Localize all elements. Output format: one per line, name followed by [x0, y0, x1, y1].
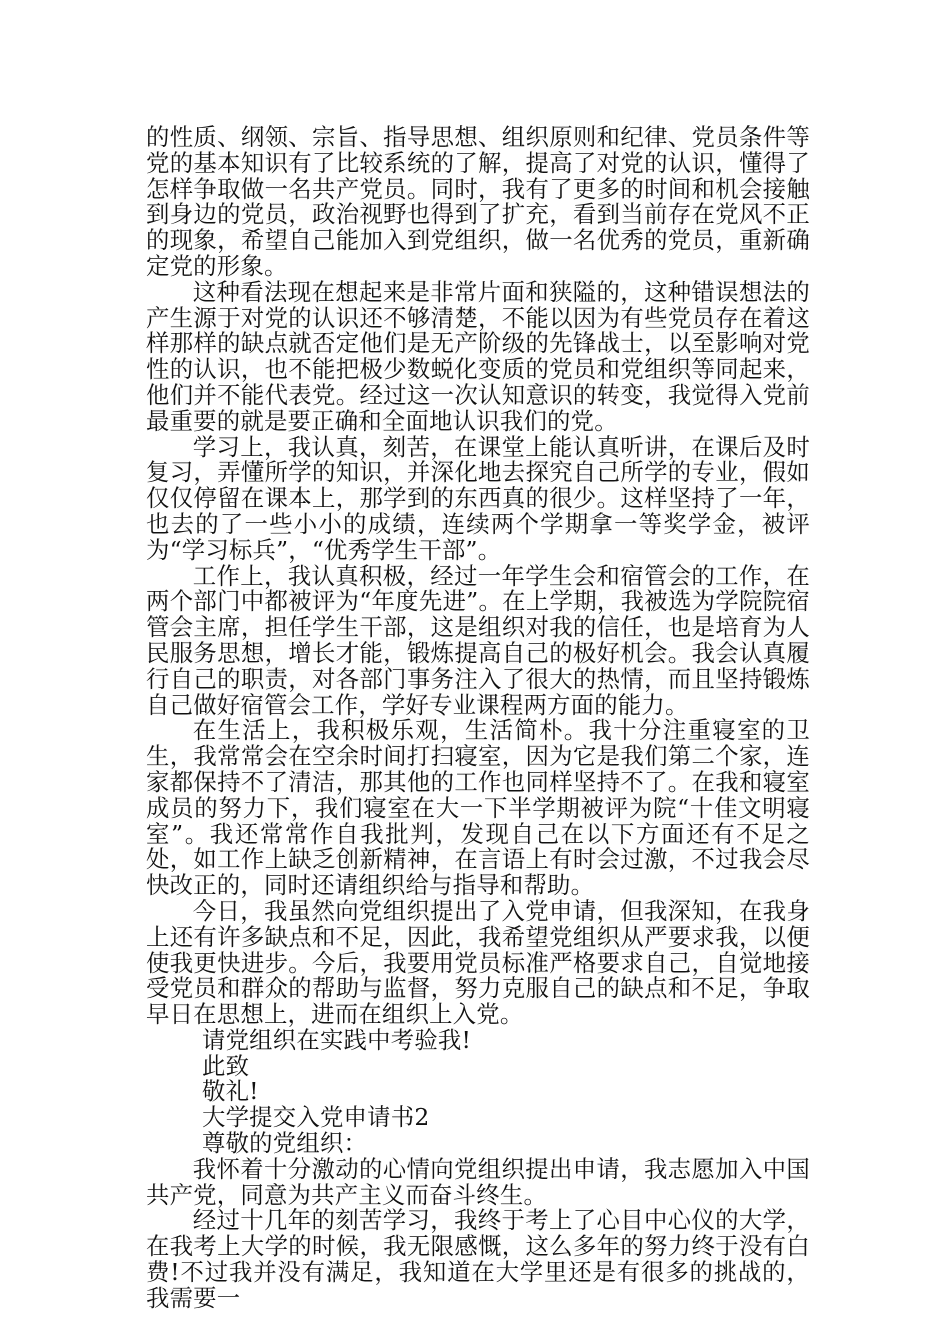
paragraph-work: 工作上，我认真积极，经过一年学生会和宿管会的工作，在两个部门中都被评为“年度先进”。在上学期，我被选为学院院宿管会主席，担任学生干部，这是组织对我的信任，也是培育为人民服务思想，增长才能，锻炼提高自己的极好机会。我会认真履行自己的职责，对各部门事务注入了很大的热情，而且坚持锻炼自己做好宿管会工作，学好专业课程两方面的能力。: [146, 561, 810, 719]
paragraph-university: 经过十几年的刻苦学习，我终于考上了心目中心仪的大学，在我考上大学的时候，我无限感慨，这么多年的努力终于没有白费!不过我并没有满足，我知道在大学里还是有很多的挑战的，我需要一: [146, 1206, 810, 1312]
paragraph-application: 我怀着十分激动的心情向党组织提出申请，我志愿加入中国共产党，同意为共产主义而奋斗终生。: [146, 1154, 810, 1209]
paragraph-view-reflection: 这种看法现在想起来是非常片面和狭隘的，这种错误想法的产生源于对党的认识还不够清楚，不能以因为有些党员存在着这样那样的缺点就否定他们是无产阶级的先锋战士，以至影响对党性的认识，也不能把极少数蜕化变质的党员和党组织等同起来，他们并不能代表党。经过这一次认知意识的转变，我觉得入党前最重要的就是要正确和全面地认识我们的党。: [146, 277, 810, 435]
paragraph-party-knowledge: 的性质、纲领、宗旨、指导思想、组织原则和纪律、党员条件等党的基本知识有了比较系统的了解，提高了对党的认识，懂得了怎样争取做一名共产党员。同时，我有了更多的时间和机会接触到身边的党员，政治视野也得到了扩充，看到当前存在党风不正的现象，希望自己能加入到党组织，做一名优秀的党员，重新确定党的形象。: [146, 123, 810, 280]
salutation: 尊敬的党组织：: [202, 1129, 368, 1158]
line-jingli: 敬礼!: [202, 1077, 259, 1106]
paragraph-life: 在生活上，我积极乐观，生活简朴。我十分注重寝室的卫生，我常常会在空余时间打扫寝室，因为它是我们第二个家，连家都保持不了清洁，那其他的工作也同样坚持不了。在我和寝室成员的努力下，我们寝室在大一下半学期被评为院“十佳文明寝室”。我还常常作自我批判，发现自己在以下方面还有不足之处，如工作上缺乏创新精神，在言语上有时会过激，不过我会尽快改正的，同时还请组织给与指导和帮助。: [146, 716, 810, 900]
line-test-me: 请党组织在实践中考验我!: [202, 1025, 472, 1054]
paragraph-today: 今日，我虽然向党组织提出了入党申请，但我深知，在我身上还有许多缺点和不足，因此，我希望党组织从严要求我，以便使我更快进步。今后，我要用党员标准严格要求自己，自觉地接受党员和群众的帮助与监督，努力克服自己的缺点和不足，争取早日在思想上，进而在组织上入党。: [146, 896, 810, 1029]
line-cizhi: 此致: [202, 1051, 250, 1080]
section-title: 大学提交入党申请书2: [202, 1103, 430, 1132]
paragraph-study: 学习上，我认真，刻苦，在课堂上能认真听讲，在课后及时复习，弄懂所学的知识，并深化地去探究自己所学的专业，假如仅仅停留在课本上，那学到的东西真的很少。这样坚持了一年，也去的了一些小小的成绩，连续两个学期拿一等奖学金，被评为“学习标兵”，“优秀学生干部”。: [146, 432, 810, 564]
document-page: [146, 125, 810, 1312]
